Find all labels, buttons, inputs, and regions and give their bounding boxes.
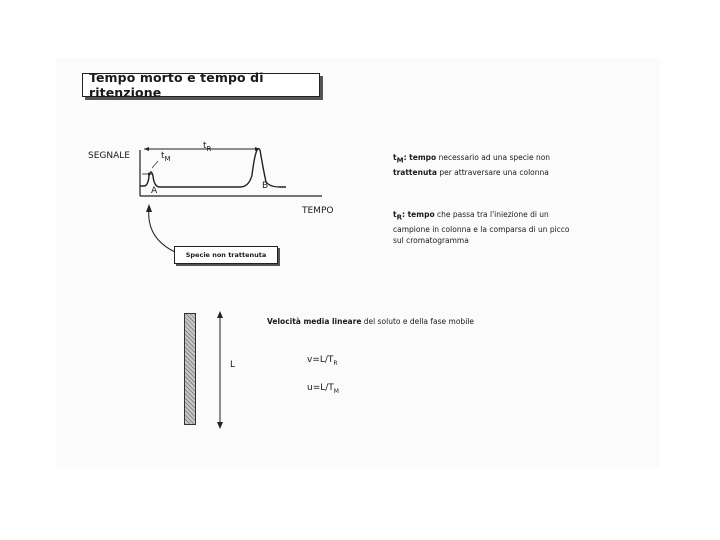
y-axis-label: SEGNALE <box>88 151 130 161</box>
formula-u: $u=L/T_M$ <box>307 383 339 395</box>
callout-text: Specie non trattenuta <box>185 251 267 259</box>
x-axis-label: TEMPO <box>302 206 334 216</box>
length-label: L <box>230 360 236 370</box>
unretained-species-callout <box>174 246 278 264</box>
slide-title <box>82 70 320 100</box>
length-arrow <box>210 310 230 430</box>
velocity-heading: Velocità media lineare del soluto e della fase mobile <box>267 317 474 326</box>
callout-arrow <box>149 208 175 252</box>
peak-a-label: A <box>151 186 158 196</box>
chromatography-column <box>184 313 196 425</box>
title-text: Tempo morto e tempo di ritenzione <box>89 70 264 100</box>
formula-v: $v=L/T_R$ <box>307 355 338 367</box>
peak-b-label: B <box>262 181 269 191</box>
tm-definition: $t_M$: tempo necessario ad una specie non trattenuta per attraversare una colonna <box>393 153 551 177</box>
tm-label: $t_M$ <box>161 151 171 163</box>
tr-label: $t_R$ <box>203 141 212 153</box>
tr-definition: $t_R$: tempo che passa tra l'iniezione di un campione in colonna e la comparsa di un picco sul cromatogramma <box>393 210 570 245</box>
